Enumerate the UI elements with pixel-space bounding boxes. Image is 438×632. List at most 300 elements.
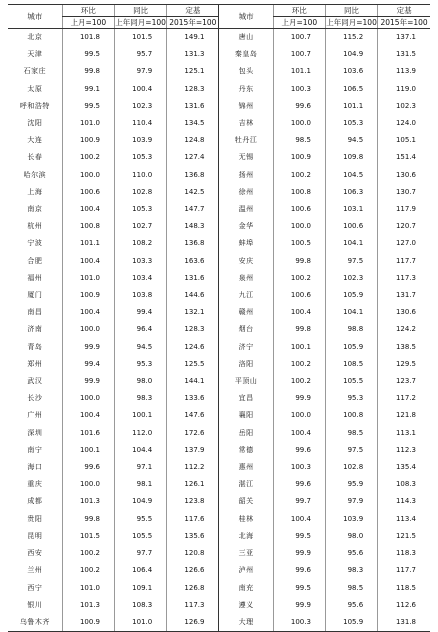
mom-cell-left: 99.1 (62, 81, 114, 98)
yoy-cell-right: 103.9 (325, 511, 377, 528)
yoy-cell-left: 95.3 (114, 356, 166, 373)
yoy-cell-right: 103.6 (325, 63, 377, 80)
mom-cell-right: 100.2 (273, 167, 325, 184)
city-cell-right: 烟台 (219, 321, 273, 338)
city-cell-left: 深圳 (27, 428, 43, 437)
base-cell-right: 117.3 (378, 270, 430, 287)
table-row (8, 459, 430, 476)
table-row (8, 493, 430, 510)
mom-cell-left: 100.9 (62, 132, 114, 149)
yoy-cell-left: 103.4 (114, 270, 166, 287)
city-cell-right: 三亚 (219, 545, 273, 562)
table-row (8, 253, 430, 270)
yoy-cell-left: 95.7 (114, 46, 166, 63)
table-row (8, 390, 430, 407)
city-cell-left: 西安 (27, 549, 43, 558)
header-base-sub-right: 2015年=100 (378, 17, 430, 29)
yoy-cell-left: 104.4 (114, 442, 166, 459)
yoy-cell-right: 95.9 (325, 476, 377, 493)
mom-cell-left: 100.9 (62, 614, 114, 632)
base-cell-right: 127.0 (378, 235, 430, 252)
base-cell-left: 126.8 (167, 580, 219, 597)
yoy-cell-right: 95.6 (325, 597, 377, 614)
table-row (8, 167, 430, 184)
yoy-cell-right: 98.8 (325, 321, 377, 338)
base-cell-left: 123.8 (167, 493, 219, 510)
base-cell-right: 137.1 (378, 29, 430, 47)
base-cell-left: 126.1 (167, 476, 219, 493)
base-cell-left: 136.8 (167, 235, 219, 252)
city-cell-left: 长沙 (27, 394, 43, 403)
table-row (8, 545, 430, 562)
yoy-cell-right: 105.3 (325, 115, 377, 132)
base-cell-right: 108.3 (378, 476, 430, 493)
mom-cell-right: 99.5 (273, 528, 325, 545)
table-row (8, 442, 430, 459)
city-cell-left: 武汉 (27, 377, 43, 386)
mom-cell-right: 100.9 (273, 149, 325, 166)
mom-cell-right: 99.5 (273, 580, 325, 597)
yoy-cell-left: 101.5 (114, 29, 166, 47)
city-cell-right: 秦皇岛 (219, 46, 273, 63)
city-cell-left: 青岛 (27, 342, 43, 351)
base-cell-right: 138.5 (378, 339, 430, 356)
base-cell-right: 121.5 (378, 528, 430, 545)
table-row (8, 184, 430, 201)
base-cell-left: 137.9 (167, 442, 219, 459)
base-cell-left: 128.3 (167, 81, 219, 98)
mom-cell-right: 99.7 (273, 493, 325, 510)
base-cell-right: 129.5 (378, 356, 430, 373)
yoy-cell-right: 103.1 (325, 201, 377, 218)
base-cell-right: 118.3 (378, 545, 430, 562)
city-cell-right: 九江 (219, 287, 273, 304)
mom-cell-left: 100.4 (62, 201, 114, 218)
yoy-cell-left: 108.2 (114, 235, 166, 252)
yoy-cell-right: 95.6 (325, 545, 377, 562)
city-cell-right: 洛阳 (219, 356, 273, 373)
city-cell-left: 大连 (27, 136, 43, 145)
base-cell-right: 117.2 (378, 390, 430, 407)
table-header (8, 5, 430, 29)
city-cell-left: 厦门 (27, 291, 43, 300)
city-cell-left: 郑州 (27, 359, 43, 368)
yoy-cell-left: 104.9 (114, 493, 166, 510)
base-cell-left: 142.5 (167, 184, 219, 201)
header-mom-sub-left: 上月=100 (62, 17, 114, 29)
header-mom-right: 环比 (273, 5, 325, 17)
city-cell-left: 济南 (27, 325, 43, 334)
yoy-cell-right: 105.5 (325, 373, 377, 390)
city-cell-left: 成都 (27, 497, 43, 506)
mom-cell-left: 101.5 (62, 528, 114, 545)
yoy-cell-left: 96.4 (114, 321, 166, 338)
table-row (8, 132, 430, 149)
mom-cell-left: 101.3 (62, 597, 114, 614)
mom-cell-left: 100.6 (62, 184, 114, 201)
base-cell-right: 119.0 (378, 81, 430, 98)
city-cell-right: 无锡 (219, 149, 273, 166)
city-cell-right: 岳阳 (219, 425, 273, 442)
base-cell-right: 118.5 (378, 580, 430, 597)
yoy-cell-left: 106.4 (114, 562, 166, 579)
city-cell-right: 泉州 (219, 270, 273, 287)
yoy-cell-right: 108.5 (325, 356, 377, 373)
mom-cell-left: 100.4 (62, 407, 114, 424)
mom-cell-right: 100.4 (273, 304, 325, 321)
base-cell-left: 128.3 (167, 321, 219, 338)
table-row (8, 149, 430, 166)
yoy-cell-left: 98.0 (114, 373, 166, 390)
header-base-left: 定基 (167, 5, 219, 17)
table-row (8, 321, 430, 338)
mom-cell-right: 100.7 (273, 46, 325, 63)
yoy-cell-right: 104.1 (325, 304, 377, 321)
header-yoy-sub-right: 上年同月=100 (326, 18, 377, 27)
base-cell-left: 126.9 (167, 614, 219, 632)
base-cell-right: 102.3 (378, 98, 430, 115)
city-cell-right: 宜昌 (219, 390, 273, 407)
yoy-cell-left: 103.8 (114, 287, 166, 304)
header-city-left: 城市 (8, 5, 62, 29)
yoy-cell-right: 98.5 (325, 425, 377, 442)
yoy-cell-left: 108.3 (114, 597, 166, 614)
base-cell-right: 124.2 (378, 321, 430, 338)
table-row (8, 304, 430, 321)
mom-cell-right: 100.2 (273, 373, 325, 390)
table-row (8, 115, 430, 132)
table-row (8, 373, 430, 390)
city-cell-left: 上海 (27, 187, 43, 196)
table-body (8, 29, 430, 632)
city-cell-left: 石家庄 (23, 67, 47, 76)
mom-cell-right: 99.8 (273, 253, 325, 270)
mom-cell-left: 100.1 (62, 442, 114, 459)
yoy-cell-right: 115.2 (325, 29, 377, 47)
city-cell-right: 赣州 (219, 304, 273, 321)
yoy-cell-left: 98.1 (114, 476, 166, 493)
table-row (8, 63, 430, 80)
base-cell-left: 148.3 (167, 218, 219, 235)
base-cell-left: 135.6 (167, 528, 219, 545)
yoy-cell-left: 110.0 (114, 167, 166, 184)
city-cell-right: 锦州 (219, 98, 273, 115)
city-cell-left: 乌鲁木齐 (8, 614, 62, 632)
city-cell-left: 昆明 (27, 531, 43, 540)
yoy-cell-left: 103.3 (114, 253, 166, 270)
price-index-table (8, 4, 430, 632)
mom-cell-left: 101.0 (62, 115, 114, 132)
base-cell-left: 126.6 (167, 562, 219, 579)
mom-cell-right: 100.4 (273, 425, 325, 442)
table-row (8, 218, 430, 235)
yoy-cell-right: 105.9 (325, 339, 377, 356)
mom-cell-right: 99.9 (273, 545, 325, 562)
mom-cell-right: 100.0 (273, 115, 325, 132)
city-cell-left: 呼和浩特 (19, 101, 50, 110)
base-cell-left: 147.7 (167, 201, 219, 218)
table-row (8, 580, 430, 597)
mom-cell-right: 99.9 (273, 597, 325, 614)
base-cell-left: 131.3 (167, 46, 219, 63)
table-row (8, 98, 430, 115)
table-row (8, 81, 430, 98)
city-cell-left: 贵阳 (27, 514, 43, 523)
table-row (8, 614, 430, 632)
city-cell-right: 金华 (219, 218, 273, 235)
table-row (8, 235, 430, 252)
base-cell-left: 144.6 (167, 287, 219, 304)
city-cell-right: 遵义 (219, 597, 273, 614)
city-cell-left: 杭州 (27, 222, 43, 231)
mom-cell-left: 99.4 (62, 356, 114, 373)
city-cell-right: 唐山 (219, 29, 273, 47)
mom-cell-left: 100.2 (62, 545, 114, 562)
city-cell-left: 重庆 (27, 480, 43, 489)
mom-cell-left: 99.8 (62, 63, 114, 80)
table-row (8, 407, 430, 424)
base-cell-right: 130.6 (378, 304, 430, 321)
base-cell-right: 105.1 (378, 132, 430, 149)
yoy-cell-right: 95.3 (325, 390, 377, 407)
header-base-sub-left: 2015年=100 (167, 17, 219, 29)
base-cell-left: 131.6 (167, 98, 219, 115)
city-cell-right: 扬州 (219, 167, 273, 184)
base-cell-left: 120.8 (167, 545, 219, 562)
city-cell-right: 蚌埠 (219, 235, 273, 252)
city-cell-left: 哈尔滨 (23, 170, 47, 179)
yoy-cell-left: 95.5 (114, 511, 166, 528)
base-cell-left: 147.6 (167, 407, 219, 424)
mom-cell-left: 100.0 (62, 321, 114, 338)
city-cell-right: 北海 (219, 528, 273, 545)
mom-cell-left: 101.0 (62, 580, 114, 597)
yoy-cell-left: 99.4 (114, 304, 166, 321)
table-row (8, 562, 430, 579)
price-index-table-container (8, 4, 430, 632)
base-cell-left: 136.8 (167, 167, 219, 184)
city-cell-right: 襄阳 (219, 407, 273, 424)
base-cell-left: 117.3 (167, 597, 219, 614)
mom-cell-right: 100.3 (273, 614, 325, 632)
city-cell-right: 平顶山 (219, 373, 273, 390)
mom-cell-right: 99.9 (273, 390, 325, 407)
city-cell-right: 牡丹江 (219, 132, 273, 149)
header-yoy-right: 同比 (325, 5, 377, 17)
yoy-cell-right: 97.5 (325, 253, 377, 270)
city-cell-left: 广州 (27, 411, 43, 420)
yoy-cell-right: 105.9 (325, 614, 377, 632)
city-cell-right: 包头 (219, 63, 273, 80)
yoy-cell-left: 100.4 (114, 81, 166, 98)
base-cell-right: 131.7 (378, 287, 430, 304)
city-cell-right: 安庆 (219, 253, 273, 270)
city-cell-left: 沈阳 (27, 119, 43, 128)
base-cell-right: 117.9 (378, 201, 430, 218)
mom-cell-right: 99.8 (273, 321, 325, 338)
mom-cell-left: 100.2 (62, 149, 114, 166)
mom-cell-right: 99.6 (273, 562, 325, 579)
mom-cell-left: 100.2 (62, 562, 114, 579)
base-cell-left: 131.6 (167, 270, 219, 287)
mom-cell-left: 100.4 (62, 304, 114, 321)
city-cell-right: 韶关 (219, 493, 273, 510)
city-cell-right: 常德 (219, 442, 273, 459)
base-cell-left: 124.8 (167, 132, 219, 149)
yoy-cell-right: 94.5 (325, 132, 377, 149)
table-row (8, 476, 430, 493)
base-cell-right: 130.6 (378, 167, 430, 184)
base-cell-right: 113.9 (378, 63, 430, 80)
header-yoy-sub-left: 上年同月=100 (115, 18, 166, 27)
city-cell-left: 合肥 (27, 256, 43, 265)
city-cell-left: 海口 (27, 463, 43, 472)
header-yoy-left: 同比 (114, 5, 166, 17)
city-cell-left: 福州 (27, 273, 43, 282)
base-cell-left: 134.5 (167, 115, 219, 132)
city-cell-right: 吉林 (219, 115, 273, 132)
mom-cell-left: 99.5 (62, 98, 114, 115)
mom-cell-right: 100.2 (273, 356, 325, 373)
table-row (8, 356, 430, 373)
mom-cell-right: 98.5 (273, 132, 325, 149)
header-mom-left: 环比 (62, 5, 114, 17)
base-cell-right: 117.7 (378, 253, 430, 270)
yoy-cell-right: 102.3 (325, 270, 377, 287)
city-cell-right: 湛江 (219, 476, 273, 493)
city-cell-right: 大理 (219, 614, 273, 632)
mom-cell-right: 100.8 (273, 184, 325, 201)
table-row (8, 597, 430, 614)
base-cell-right: 113.4 (378, 511, 430, 528)
mom-cell-right: 100.1 (273, 339, 325, 356)
yoy-cell-right: 97.9 (325, 493, 377, 510)
yoy-cell-left: 97.9 (114, 63, 166, 80)
yoy-cell-left: 105.3 (114, 201, 166, 218)
mom-cell-right: 99.6 (273, 476, 325, 493)
city-cell-left: 南昌 (27, 308, 43, 317)
base-cell-right: 130.7 (378, 184, 430, 201)
table-row (8, 29, 430, 47)
table-row (8, 287, 430, 304)
mom-cell-right: 100.5 (273, 235, 325, 252)
base-cell-left: 144.1 (167, 373, 219, 390)
base-cell-right: 135.4 (378, 459, 430, 476)
mom-cell-left: 100.0 (62, 476, 114, 493)
base-cell-left: 112.2 (167, 459, 219, 476)
base-cell-right: 131.8 (378, 614, 430, 632)
yoy-cell-right: 97.5 (325, 442, 377, 459)
mom-cell-left: 99.9 (62, 339, 114, 356)
base-cell-right: 114.3 (378, 493, 430, 510)
yoy-cell-left: 105.5 (114, 528, 166, 545)
base-cell-right: 151.4 (378, 149, 430, 166)
yoy-cell-right: 106.5 (325, 81, 377, 98)
yoy-cell-left: 102.3 (114, 98, 166, 115)
mom-cell-left: 101.3 (62, 493, 114, 510)
yoy-cell-right: 98.3 (325, 562, 377, 579)
mom-cell-right: 100.7 (273, 29, 325, 47)
header-base-right: 定基 (378, 5, 430, 17)
mom-cell-right: 100.0 (273, 218, 325, 235)
header-city-right: 城市 (219, 5, 273, 29)
yoy-cell-right: 106.3 (325, 184, 377, 201)
header-mom-sub-right: 上月=100 (273, 17, 325, 29)
yoy-cell-right: 104.5 (325, 167, 377, 184)
table-row (8, 201, 430, 218)
yoy-cell-right: 100.6 (325, 218, 377, 235)
table-row (8, 46, 430, 63)
base-cell-left: 125.1 (167, 63, 219, 80)
base-cell-left: 124.6 (167, 339, 219, 356)
base-cell-right: 113.1 (378, 425, 430, 442)
city-cell-left: 银川 (27, 600, 43, 609)
mom-cell-right: 100.3 (273, 459, 325, 476)
mom-cell-left: 101.1 (62, 235, 114, 252)
city-cell-left: 南宁 (27, 445, 43, 454)
city-cell-right: 桂林 (219, 511, 273, 528)
city-cell-left: 宁波 (27, 239, 43, 248)
base-cell-left: 133.6 (167, 390, 219, 407)
yoy-cell-right: 102.8 (325, 459, 377, 476)
yoy-cell-left: 102.8 (114, 184, 166, 201)
yoy-cell-left: 105.3 (114, 149, 166, 166)
city-cell-right: 惠州 (219, 459, 273, 476)
mom-cell-left: 101.8 (62, 29, 114, 47)
table-row (8, 270, 430, 287)
yoy-cell-left: 100.1 (114, 407, 166, 424)
mom-cell-right: 99.6 (273, 98, 325, 115)
base-cell-left: 149.1 (167, 29, 219, 47)
base-cell-left: 125.5 (167, 356, 219, 373)
yoy-cell-left: 101.0 (114, 614, 166, 632)
yoy-cell-right: 104.1 (325, 235, 377, 252)
mom-cell-left: 99.5 (62, 46, 114, 63)
table-row (8, 528, 430, 545)
base-cell-left: 117.6 (167, 511, 219, 528)
yoy-cell-right: 104.9 (325, 46, 377, 63)
yoy-cell-right: 98.0 (325, 528, 377, 545)
base-cell-right: 112.3 (378, 442, 430, 459)
yoy-cell-left: 103.9 (114, 132, 166, 149)
base-cell-right: 131.5 (378, 46, 430, 63)
mom-cell-left: 100.0 (62, 390, 114, 407)
mom-cell-right: 100.4 (273, 511, 325, 528)
yoy-cell-right: 100.8 (325, 407, 377, 424)
yoy-cell-left: 112.0 (114, 425, 166, 442)
yoy-cell-right: 101.1 (325, 98, 377, 115)
mom-cell-right: 100.2 (273, 270, 325, 287)
city-cell-left: 南京 (27, 205, 43, 214)
city-cell-left: 西宁 (27, 583, 43, 592)
city-cell-left: 天津 (27, 50, 43, 59)
mom-cell-left: 99.8 (62, 511, 114, 528)
mom-cell-right: 101.1 (273, 63, 325, 80)
base-cell-left: 163.6 (167, 253, 219, 270)
city-cell-right: 泸州 (219, 562, 273, 579)
yoy-cell-left: 102.7 (114, 218, 166, 235)
city-cell-left: 北京 (27, 33, 43, 41)
base-cell-left: 172.6 (167, 425, 219, 442)
mom-cell-left: 101.6 (62, 425, 114, 442)
city-cell-right: 济宁 (219, 339, 273, 356)
city-cell-right: 温州 (219, 201, 273, 218)
mom-cell-right: 100.6 (273, 201, 325, 218)
mom-cell-right: 100.0 (273, 407, 325, 424)
yoy-cell-left: 109.1 (114, 580, 166, 597)
city-cell-right: 南充 (219, 580, 273, 597)
mom-cell-right: 100.6 (273, 287, 325, 304)
